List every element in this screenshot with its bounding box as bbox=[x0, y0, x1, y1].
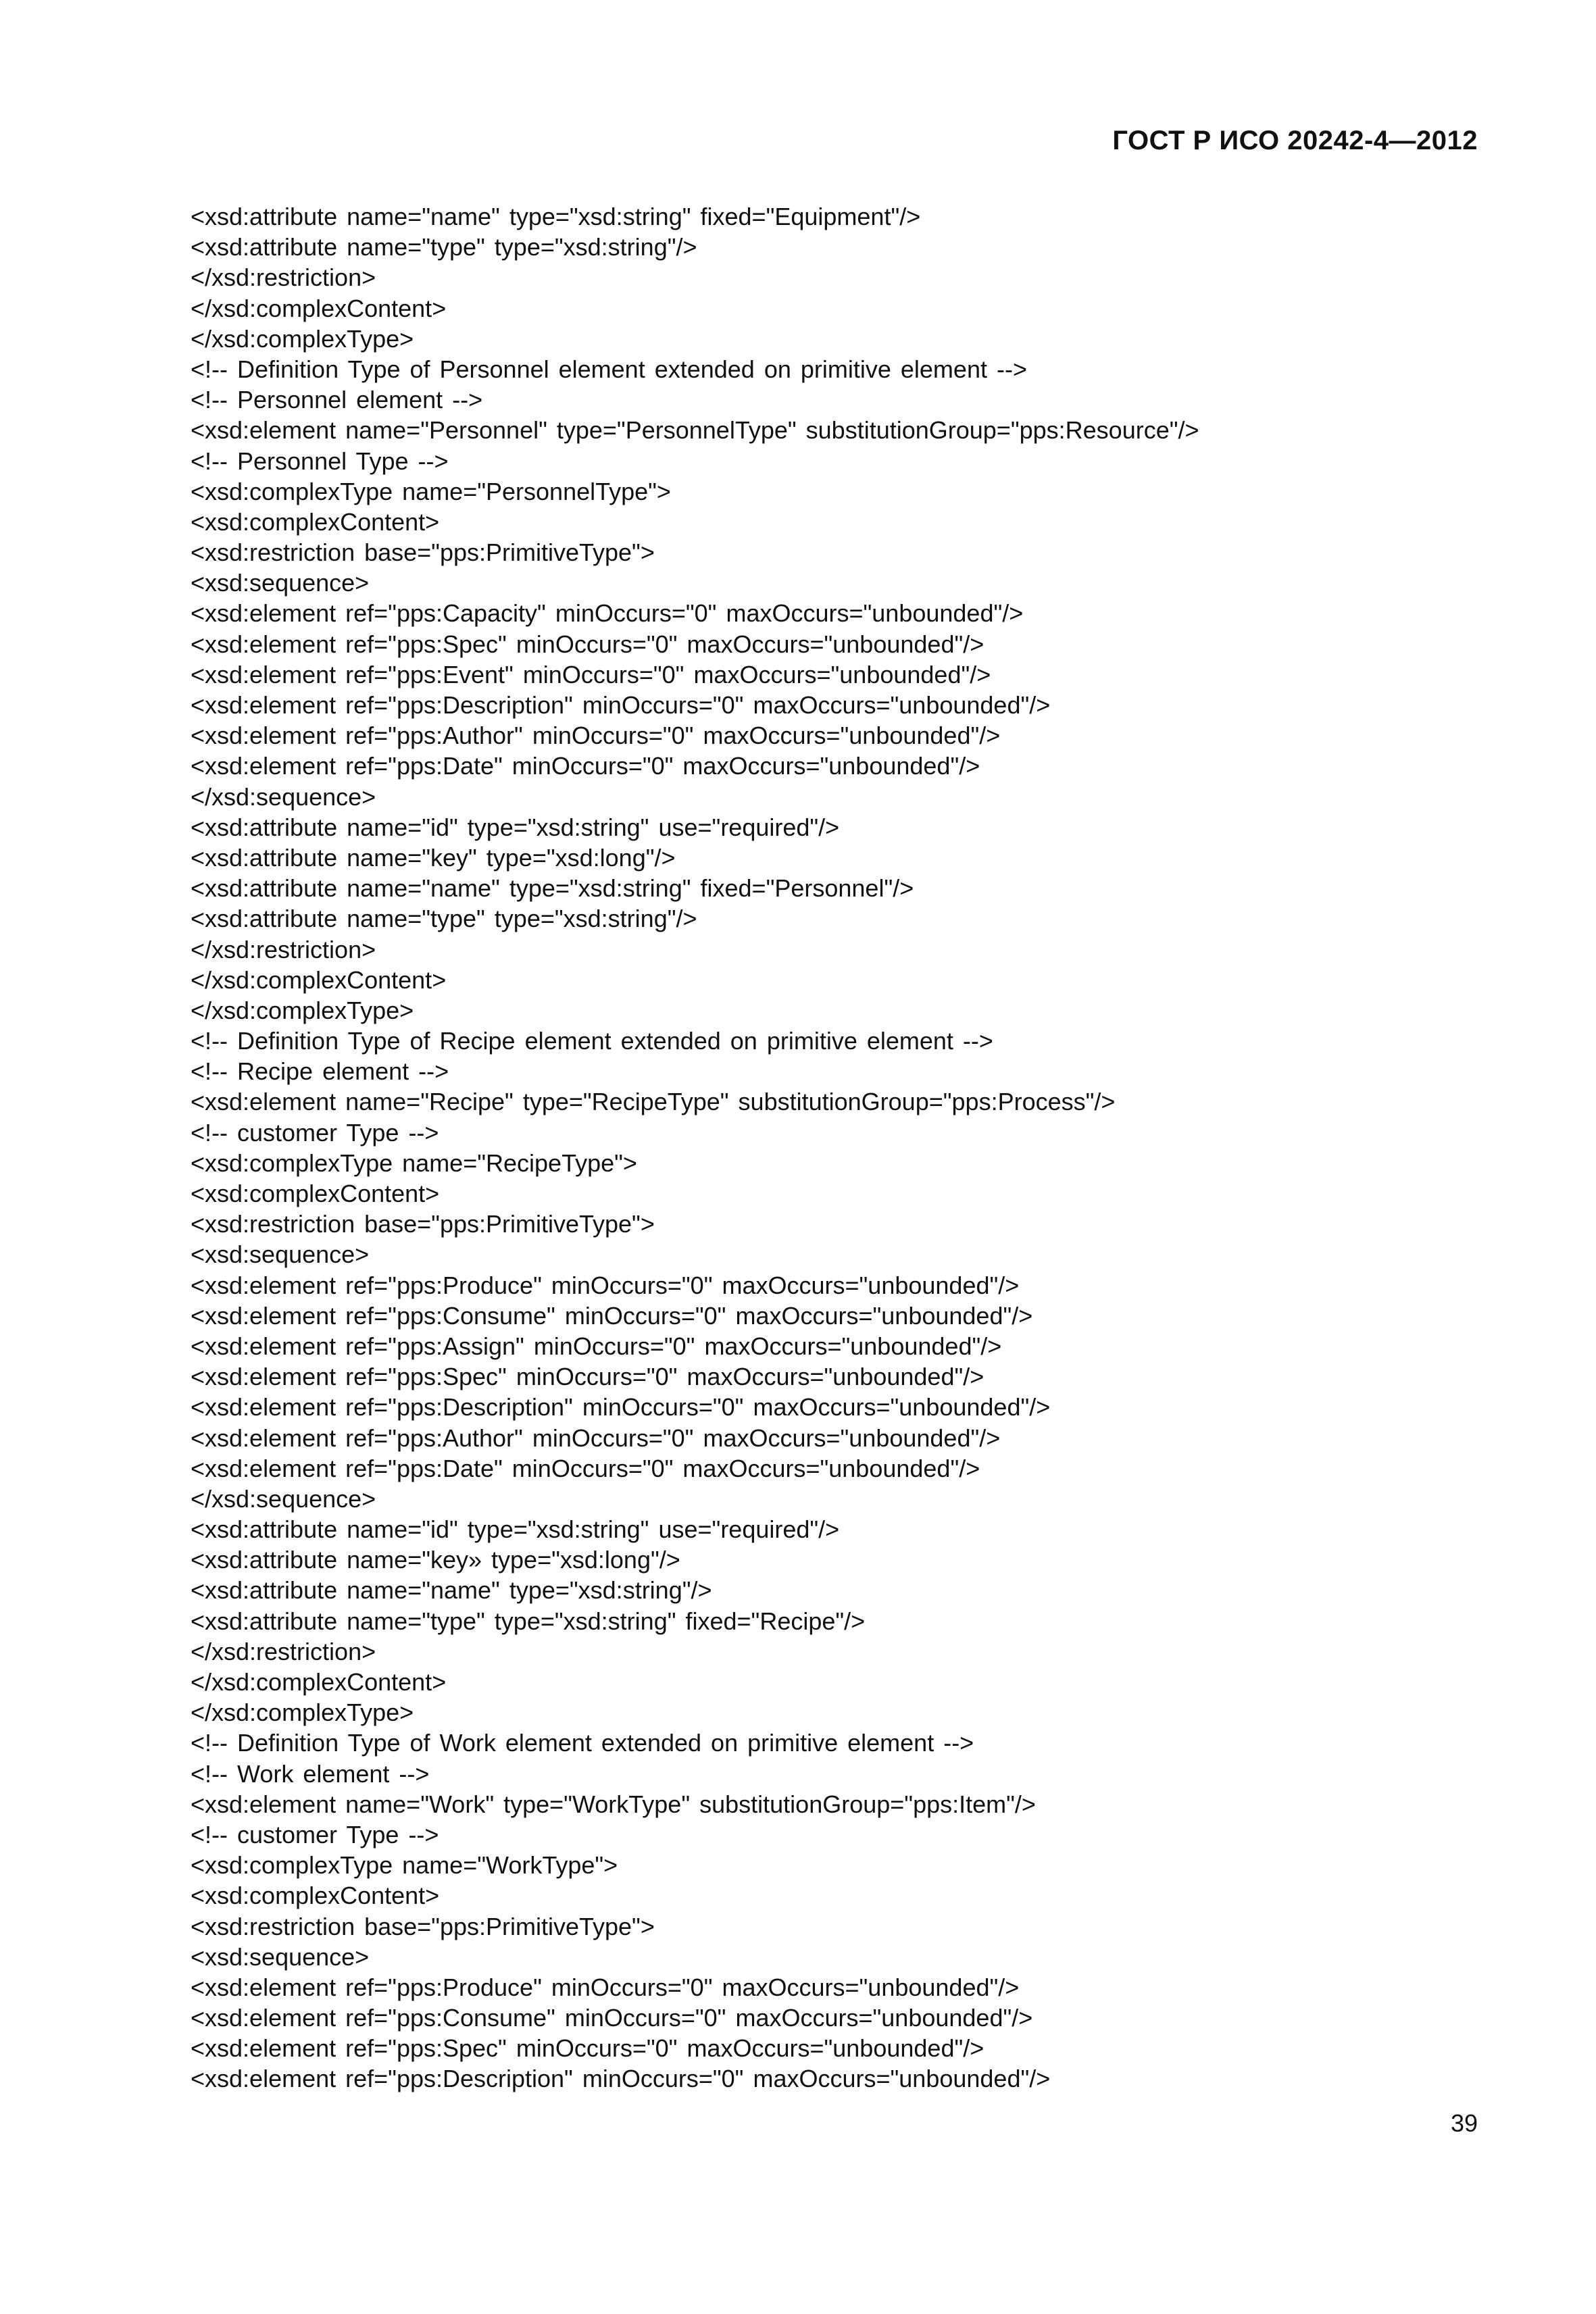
code-line: <!-- Definition Type of Work element extended on primitive element --> bbox=[191, 1729, 974, 1757]
xsd-listing bbox=[191, 201, 1474, 2094]
code-line: <xsd:element ref="pps:Author" minOccurs="0" maxOccurs="unbounded"/> bbox=[191, 722, 1001, 750]
code-line: <xsd:complexType name="RecipeType"> bbox=[191, 1149, 637, 1177]
code-line: <!-- customer Type --> bbox=[191, 1118, 439, 1147]
code-line: <xsd:element ref="pps:Assign" minOccurs="0" maxOccurs="unbounded"/> bbox=[191, 1332, 1002, 1360]
code-line: </xsd:sequence> bbox=[191, 782, 376, 811]
code-line: <xsd:complexContent> bbox=[191, 1882, 440, 1910]
code-line: </xsd:complexType> bbox=[191, 324, 414, 353]
code-line: </xsd:restriction> bbox=[191, 935, 376, 963]
code-line: <xsd:attribute name="type" type="xsd:string"/> bbox=[191, 233, 697, 261]
code-line: <xsd:element name="Personnel" type="PersonnelType" substitutionGroup="pps:Resource"/> bbox=[191, 416, 1199, 445]
code-line: </xsd:restriction> bbox=[191, 1637, 376, 1665]
code-line: <xsd:element ref="pps:Author" minOccurs="0" maxOccurs="unbounded"/> bbox=[191, 1424, 1001, 1452]
code-line: <xsd:restriction base="pps:PrimitiveType"> bbox=[191, 538, 655, 567]
code-line: <xsd:attribute name="key" type="xsd:long"/> bbox=[191, 843, 676, 872]
code-line: <!-- Personnel element --> bbox=[191, 386, 483, 414]
code-line: <xsd:attribute name="name" type="xsd:string"/> bbox=[191, 1576, 712, 1605]
code-line: <xsd:attribute name="name" type="xsd:string" fixed="Equipment"/> bbox=[191, 203, 921, 230]
code-line: </xsd:complexContent> bbox=[191, 1668, 447, 1696]
code-line: <xsd:element ref="pps:Description" minOccurs="0" maxOccurs="unbounded"/> bbox=[191, 1393, 1051, 1422]
code-line: </xsd:complexType> bbox=[191, 1699, 414, 1727]
code-line: <xsd:element ref="pps:Event" minOccurs="0" maxOccurs="unbounded"/> bbox=[191, 660, 991, 688]
code-line: <!-- Definition Type of Recipe element extended on primitive element --> bbox=[191, 1027, 993, 1055]
code-line: <xsd:element ref="pps:Consume" minOccurs="0" maxOccurs="unbounded"/> bbox=[191, 1301, 1033, 1330]
code-line: <xsd:restriction base="pps:PrimitiveType"> bbox=[191, 1912, 655, 1940]
code-line: <!-- Recipe element --> bbox=[191, 1057, 449, 1086]
code-line: </xsd:complexContent> bbox=[191, 294, 447, 322]
code-line: <xsd:element ref="pps:Description" minOccurs="0" maxOccurs="unbounded"/> bbox=[191, 2065, 1051, 2093]
code-line: <xsd:element ref="pps:Produce" minOccurs="0" maxOccurs="unbounded"/> bbox=[191, 1271, 1020, 1299]
code-line: <xsd:complexContent> bbox=[191, 507, 440, 536]
code-line: <!-- Definition Type of Personnel element extended on primitive element --> bbox=[191, 355, 1027, 383]
code-line: <xsd:element ref="pps:Produce" minOccurs="0" maxOccurs="unbounded"/> bbox=[191, 1973, 1020, 2001]
code-line: <xsd:attribute name="type" type="xsd:string" fixed="Recipe"/> bbox=[191, 1607, 866, 1635]
code-line: <xsd:element ref="pps:Description" minOccurs="0" maxOccurs="unbounded"/> bbox=[191, 691, 1051, 719]
code-line: <!-- Work element --> bbox=[191, 1759, 430, 1788]
code-line: <xsd:element name="Recipe" type="RecipeType" substitutionGroup="pps:Process"/> bbox=[191, 1088, 1116, 1116]
code-line: <xsd:attribute name="key» type="xsd:long"/> bbox=[191, 1546, 680, 1574]
code-line: <xsd:attribute name="name" type="xsd:string" fixed="Personnel"/> bbox=[191, 874, 914, 903]
code-line: <xsd:element name="Work" type="WorkType" substitutionGroup="pps:Item"/> bbox=[191, 1790, 1036, 1818]
code-line: <xsd:sequence> bbox=[191, 1942, 370, 1971]
code-line: <xsd:element ref="pps:Date" minOccurs="0" maxOccurs="unbounded"/> bbox=[191, 752, 980, 780]
code-line: <xsd:attribute name="type" type="xsd:string"/> bbox=[191, 905, 697, 933]
code-line: </xsd:complexType> bbox=[191, 996, 414, 1024]
code-line: <xsd:element ref="pps:Spec" minOccurs="0" maxOccurs="unbounded"/> bbox=[191, 2034, 984, 2063]
standard-header: ГОСТ Р ИСО 20242-4—2012 bbox=[1112, 126, 1478, 155]
code-line: <xsd:sequence> bbox=[191, 1240, 370, 1269]
code-line: <xsd:attribute name="id" type="xsd:string" use="required"/> bbox=[191, 813, 840, 841]
code-line: <xsd:complexContent> bbox=[191, 1180, 440, 1207]
code-line: <xsd:element ref="pps:Consume" minOccurs="0" maxOccurs="unbounded"/> bbox=[191, 2004, 1033, 2032]
code-line: <xsd:complexType name="WorkType"> bbox=[191, 1851, 618, 1880]
code-line: </xsd:restriction> bbox=[191, 263, 376, 292]
code-line: </xsd:sequence> bbox=[191, 1484, 376, 1513]
code-line: <xsd:element ref="pps:Capacity" minOccurs="0" maxOccurs="unbounded"/> bbox=[191, 599, 1024, 628]
page-number: 39 bbox=[1450, 2109, 1478, 2137]
code-line: <xsd:attribute name="id" type="xsd:string" use="required"/> bbox=[191, 1515, 840, 1544]
code-line: <xsd:sequence> bbox=[191, 569, 370, 597]
code-line: <xsd:element ref="pps:Spec" minOccurs="0" maxOccurs="unbounded"/> bbox=[191, 630, 984, 658]
code-line: <xsd:element ref="pps:Date" minOccurs="0" maxOccurs="unbounded"/> bbox=[191, 1454, 980, 1482]
code-line: </xsd:complexContent> bbox=[191, 965, 447, 994]
code-line: <xsd:complexType name="PersonnelType"> bbox=[191, 477, 671, 505]
code-line: <xsd:element ref="pps:Spec" minOccurs="0" maxOccurs="unbounded"/> bbox=[191, 1363, 984, 1391]
code-line: <xsd:restriction base="pps:PrimitiveType"> bbox=[191, 1210, 655, 1238]
code-line: <!-- customer Type --> bbox=[191, 1820, 439, 1848]
code-line: <!-- Personnel Type --> bbox=[191, 447, 449, 475]
